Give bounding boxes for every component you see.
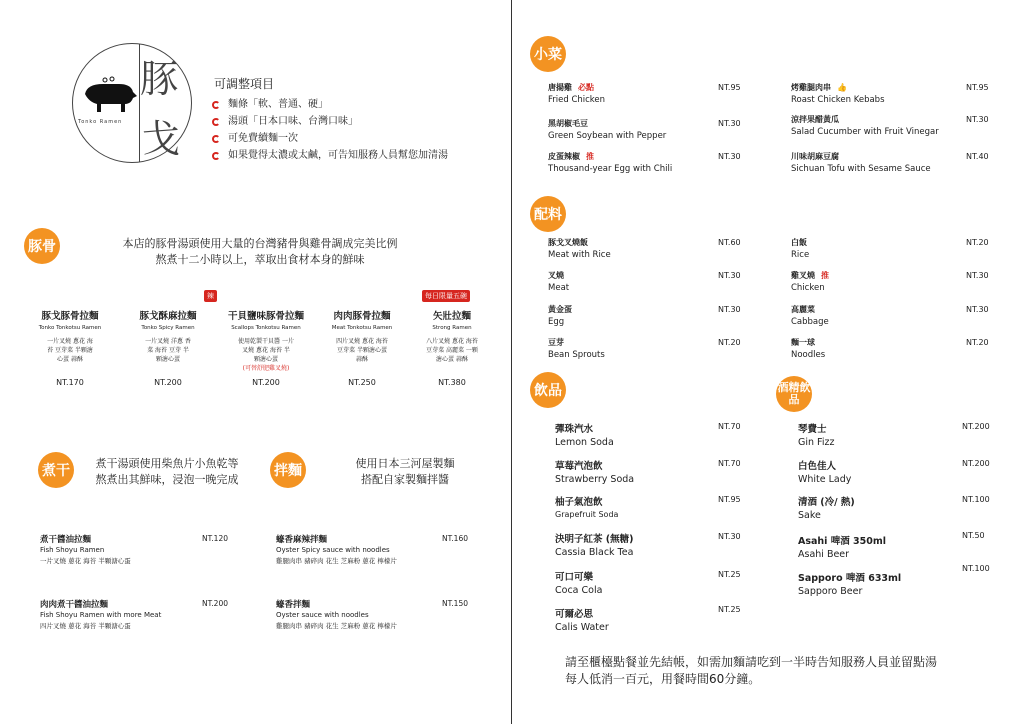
- price: NT.30: [718, 119, 741, 128]
- nigan-description: 煮干湯頭使用柴魚片小魚乾等 熬煮出其鮮味，浸泡一晚完成: [95, 457, 239, 486]
- menu-item-topping: 黃金蛋 Egg: [548, 305, 572, 327]
- price: NT.95: [718, 83, 741, 92]
- adjust-list: [212, 96, 448, 164]
- adjust-item: 如果覺得太濃或太鹹，可告知服務人員幫您加清湯: [212, 147, 448, 164]
- bullet-icon: [212, 152, 220, 160]
- menu-item-drink: 琴費士 Gin Fizz: [798, 424, 835, 448]
- price: NT.50: [962, 531, 985, 540]
- bullet-icon: [212, 135, 220, 143]
- price: NT.120: [202, 534, 229, 543]
- price: NT.170: [56, 378, 84, 387]
- menu-item-drink: 白色佳人 White Lady: [798, 461, 852, 485]
- spicy-tag: 辣: [204, 290, 217, 302]
- price: NT.40: [966, 152, 989, 161]
- price: NT.200: [962, 422, 990, 431]
- price: NT.25: [718, 570, 741, 579]
- bullet-icon: [212, 118, 220, 126]
- section-badge-toppings: 配料: [530, 196, 566, 232]
- menu-item-topping: 叉燒 Meat: [548, 271, 570, 293]
- price: NT.100: [962, 495, 990, 504]
- bullet-icon: [212, 101, 220, 109]
- section-badge-side: 小菜: [530, 36, 566, 72]
- menu-item-side: 烤雞腿肉串 👍 Roast Chicken Kebabs: [791, 83, 885, 105]
- menu-item-topping: 麵一球 Noodles: [791, 338, 826, 360]
- menu-item-topping: 白飯 Rice: [791, 238, 810, 260]
- menu-item-side: 川味胡麻豆腐 Sichuan Tofu with Sesame Sauce: [791, 152, 931, 174]
- price: NT.20: [718, 338, 741, 347]
- price: NT.70: [718, 422, 741, 431]
- price: NT.20: [966, 338, 989, 347]
- price: NT.100: [962, 564, 990, 573]
- price: NT.150: [442, 599, 469, 608]
- price: NT.30: [966, 305, 989, 314]
- menu-item-drink: Asahi 啤酒 350ml Asahi Beer: [798, 536, 887, 560]
- menu-item-topping: 高麗菜 Cabbage: [791, 305, 829, 327]
- menu-item-topping: 豚戈叉燒飯 Meat with Rice: [548, 238, 611, 260]
- menu-item-drink: 可爾必思 Calis Water: [555, 609, 609, 633]
- pig-icon: [79, 74, 139, 114]
- price: NT.70: [718, 459, 741, 468]
- adjust-title: 可調整項目: [214, 77, 275, 91]
- price: NT.30: [966, 115, 989, 124]
- price: NT.160: [442, 534, 469, 543]
- menu-item-side: 涼拌果醋黃瓜 Salad Cucumber with Fruit Vinegar: [791, 115, 939, 137]
- menu-item-ramen: 干貝鹽味豚骨拉麵 Scallops Tonkotsu Ramen 使用乾製干貝醬 一片 叉燒 蔥花 海苔 半 顆溏心蛋 (可替舒肥雞叉燒) NT.200: [222, 308, 310, 387]
- adjust-item: 湯頭「日本口味、台灣口味」: [212, 113, 448, 130]
- menu-item-drink: 清酒 (冷/ 熱) Sake: [798, 497, 855, 521]
- price: NT.60: [718, 238, 741, 247]
- adjust-item: 可免費續麵一次: [212, 130, 448, 147]
- menu-item-ramen: 矢壯拉麵 Strong Ramen 八片叉燒 蔥花 海苔 豆芽菜 高麗菜 一顆 溏心蛋 蒜酥 NT.380: [408, 308, 496, 387]
- price: NT.250: [348, 378, 376, 387]
- menu-item-side: 黑胡椒毛豆 Green Soybean with Pepper: [548, 119, 667, 141]
- menu-item-drink: 可口可樂 Coca Cola: [555, 572, 603, 596]
- menu-item-nigan: 煮干醬油拉麵 Fish Shoyu Ramen 一片叉燒 蔥花 海苔 半顆溏心蛋: [40, 535, 131, 565]
- logo-char-1: 豚: [140, 57, 179, 101]
- price: NT.30: [718, 532, 741, 541]
- menu-item-ramen: 豚戈酥麻拉麵 Tonko Spicy Ramen 一片叉燒 洋蔥 香 菜 海苔 豆芽 半 顆溏心蛋 NT.200: [124, 308, 212, 387]
- logo-subtitle: Tonko Ramen: [78, 119, 123, 125]
- menu-item-side: 唐揚雞 必點 Fried Chicken: [548, 83, 606, 105]
- price: NT.200: [202, 599, 229, 608]
- price: NT.30: [718, 305, 741, 314]
- price: NT.200: [154, 378, 182, 387]
- footer-note: 請至櫃檯點餐並先結帳，如需加麵請吃到一半時告知服務人員並留點湯 每人低消一百元，用餐時間60分鐘。: [565, 655, 938, 686]
- price: NT.95: [718, 495, 741, 504]
- section-badge-drinks: 飲品: [530, 372, 566, 408]
- menu-item-drink: 彈珠汽水 Lemon Soda: [555, 424, 614, 448]
- price: NT.25: [718, 605, 741, 614]
- section-badge-tonkotsu: 豚骨: [24, 228, 60, 264]
- price: NT.200: [252, 378, 280, 387]
- menu-item-banmian: 蠔香拌麵 Oyster sauce with noodles 雞腿肉串 豬碎肉 花生 芝麻粉 蔥花 檸檬片: [276, 600, 397, 630]
- menu-item-drink: Sapporo 啤酒 633ml Sapporo Beer: [798, 573, 902, 597]
- limited-tag: 每日限量五碗: [422, 290, 470, 302]
- price: NT.380: [438, 378, 466, 387]
- section-badge-nigan: 煮干: [38, 452, 74, 488]
- price: NT.95: [966, 83, 989, 92]
- adjust-item: 麵條「軟、普通、硬」: [212, 96, 448, 113]
- menu-item-banmian: 蠔香麻辣拌麵 Oyster Spicy sauce with noodles 雞腿肉串 豬碎肉 花生 芝麻粉 蔥花 檸檬片: [276, 535, 397, 565]
- section-badge-alcohol: 酒精飲品: [776, 376, 812, 412]
- menu-item-drink: 柚子氣泡飲 Grapefruit Soda: [555, 497, 619, 519]
- banmian-description: 使用日本三河屋製麵 搭配自家製麵拌醬: [355, 457, 455, 486]
- price: NT.200: [962, 459, 990, 468]
- menu-item-drink: 決明子紅茶 (無糖) Cassia Black Tea: [555, 534, 634, 558]
- menu-item-ramen: 豚戈豚骨拉麵 Tonko Tonkotsu Ramen 一片叉燒 蔥花 海 苔 豆芽菜 半顆溏 心蛋 蒜酥 NT.170: [26, 308, 114, 387]
- menu-item-side: 皮蛋辣椒 推 Thousand-year Egg with Chili: [548, 152, 673, 174]
- menu-item-topping: 豆芽 Bean Sprouts: [548, 338, 605, 360]
- price: NT.30: [718, 271, 741, 280]
- menu-item-topping: 雞叉燒 推 Chicken: [791, 271, 829, 293]
- page-divider: [511, 0, 512, 724]
- menu-item-nigan: 肉肉煮干醬油拉麵 Fish Shoyu Ramen with more Meat 四片叉燒 蔥花 海苔 半顆溏心蛋: [40, 600, 162, 630]
- tonkotsu-description: 本店的豚骨湯頭使用大量的台灣豬骨與雞骨調成完美比例 熬煮十二小時以上，萃取出食材本身的鮮味: [122, 237, 398, 266]
- menu-item-drink: 草莓汽泡飲 Strawberry Soda: [555, 461, 635, 485]
- price: NT.30: [966, 271, 989, 280]
- logo-char-2: 戈: [142, 117, 181, 161]
- section-badge-banmian: 拌麵: [270, 452, 306, 488]
- price: NT.30: [718, 152, 741, 161]
- menu-item-ramen: 肉肉豚骨拉麵 Meat Tonkotsu Ramen 四片叉燒 蔥花 海苔 豆芽菜 半顆溏心蛋 蒜酥 NT.250: [318, 308, 406, 387]
- price: NT.20: [966, 238, 989, 247]
